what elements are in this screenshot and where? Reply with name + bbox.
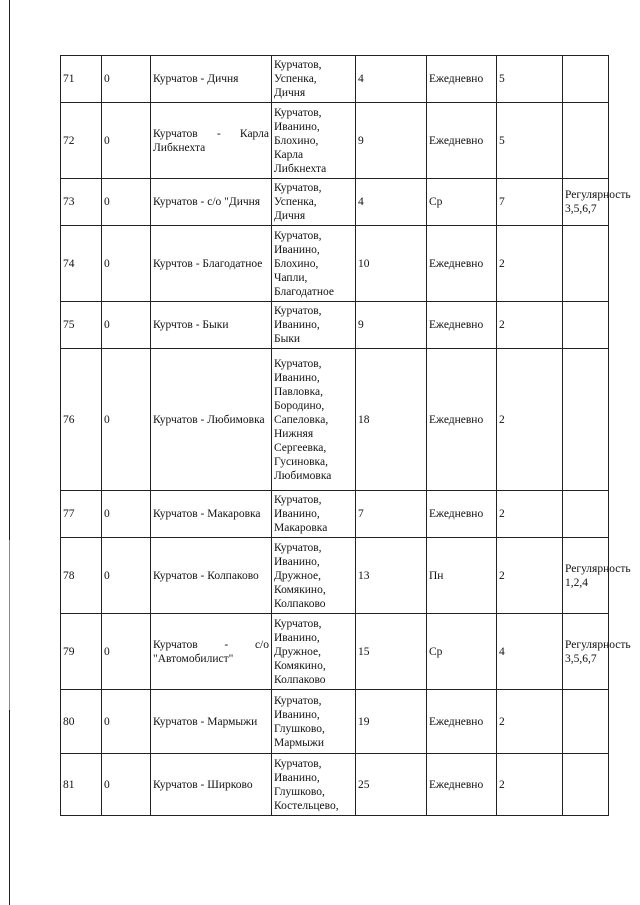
- route-note-cell: Регулярность 3,5,6,7: [563, 179, 609, 226]
- stop-name: Успенка,: [274, 73, 317, 85]
- stop-name: Либкнехта: [274, 162, 327, 175]
- stop-name: Курчатов,: [274, 357, 322, 370]
- route-stops-cell: [272, 614, 356, 690]
- stop-name: Курчатов,: [274, 757, 322, 770]
- route-trips-cell: 4: [497, 614, 563, 690]
- route-trips-cell: 2: [497, 302, 563, 349]
- table-row: [61, 614, 609, 690]
- route-note-cell: [563, 226, 609, 302]
- stop-name: Иванино,: [274, 631, 320, 644]
- table-row: [61, 754, 609, 816]
- route-note-cell: [563, 754, 609, 816]
- route-name-cell: Курчтов - Благодатное: [151, 226, 272, 302]
- route-code-cell: 0: [102, 103, 151, 179]
- table-row: [61, 56, 609, 103]
- route-distance-cell: 7: [356, 491, 427, 538]
- stop-name: Иванино,: [274, 771, 320, 784]
- route-trips-cell: 5: [497, 56, 563, 103]
- stop-name: Курчатов,: [274, 305, 322, 317]
- stop-name: Дружное,: [274, 645, 322, 658]
- stop-name: Курчатов,: [274, 59, 322, 71]
- route-note-cell: Регулярность 1,2,4: [563, 538, 609, 614]
- page-margin-line: [9, 0, 10, 905]
- route-trips-cell: 2: [497, 491, 563, 538]
- stop-name: Дичня: [274, 87, 306, 99]
- stop-name: Макаровка: [274, 522, 328, 534]
- route-number-cell: 73: [61, 179, 102, 226]
- route-code-cell: 0: [102, 538, 151, 614]
- route-note-cell: [563, 103, 609, 179]
- stop-name: Быки: [274, 333, 301, 345]
- stop-name: Карла: [274, 148, 304, 161]
- stop-name: Комякино,: [274, 659, 326, 672]
- route-stops-cell: [272, 302, 356, 349]
- route-code-cell: 0: [102, 226, 151, 302]
- stop-name: Мармыжи: [274, 736, 325, 749]
- route-code-cell: 0: [102, 690, 151, 754]
- table-row: [61, 302, 609, 349]
- stop-name: Иванино,: [274, 371, 320, 384]
- route-distance-cell: 13: [356, 538, 427, 614]
- table-row: [61, 538, 609, 614]
- route-days-cell: Ежедневно: [427, 491, 497, 538]
- route-stops-cell: [272, 538, 356, 614]
- route-name-cell: Курчатов - с/о "Дичня: [151, 179, 272, 226]
- route-number-cell: 77: [61, 491, 102, 538]
- stop-name: Иванино,: [274, 708, 320, 721]
- stop-name: Костельцево,: [274, 799, 339, 812]
- route-days-cell: Ежедневно: [427, 754, 497, 816]
- route-code-cell: 0: [102, 754, 151, 816]
- route-trips-cell: 2: [497, 754, 563, 816]
- route-number-cell: 75: [61, 302, 102, 349]
- route-days-cell: Ежедневно: [427, 690, 497, 754]
- route-trips-cell: 2: [497, 538, 563, 614]
- stop-name: Комякино,: [274, 583, 326, 596]
- table-row: [61, 491, 609, 538]
- route-note-cell: [563, 491, 609, 538]
- route-distance-cell: 19: [356, 690, 427, 754]
- stop-name: Курчатов,: [274, 494, 322, 506]
- table-row: [61, 103, 609, 179]
- table-row: [61, 690, 609, 754]
- stop-name: Иванино,: [274, 319, 320, 331]
- route-distance-cell: 18: [356, 349, 427, 491]
- route-distance-cell: 4: [356, 179, 427, 226]
- table-row: [61, 179, 609, 226]
- stop-name: Иванино,: [274, 555, 320, 568]
- route-trips-cell: 2: [497, 690, 563, 754]
- stop-name: Гусиновка,: [274, 455, 328, 468]
- stop-name: Колпаково: [274, 673, 326, 686]
- route-note-cell: [563, 56, 609, 103]
- route-stops-cell: [272, 491, 356, 538]
- route-code-cell: 0: [102, 56, 151, 103]
- route-number-cell: 79: [61, 614, 102, 690]
- page-margin-line-secondary: [9, 540, 10, 710]
- route-distance-cell: 15: [356, 614, 427, 690]
- route-stops-cell: [272, 754, 356, 816]
- stop-name: Любимовка: [274, 469, 332, 482]
- route-name-cell: Курчатов - Любимовка: [151, 349, 272, 491]
- route-trips-cell: 7: [497, 179, 563, 226]
- route-distance-cell: 10: [356, 226, 427, 302]
- route-stops-cell: [272, 349, 356, 491]
- route-stops-cell: [272, 56, 356, 103]
- stop-name: Колпаково: [274, 597, 326, 610]
- stop-name: Иванино,: [274, 243, 320, 256]
- route-number-cell: 81: [61, 754, 102, 816]
- route-trips-cell: 2: [497, 226, 563, 302]
- route-stops-cell: [272, 690, 356, 754]
- route-distance-cell: 9: [356, 103, 427, 179]
- route-number-cell: 76: [61, 349, 102, 491]
- route-stops-cell: [272, 226, 356, 302]
- route-days-cell: Ежедневно: [427, 349, 497, 491]
- stop-name: Курчатов,: [274, 694, 322, 707]
- table-row: [61, 226, 609, 302]
- route-name-cell: Курчатов - Ширково: [151, 754, 272, 816]
- route-note-cell: [563, 349, 609, 491]
- route-note-cell: [563, 690, 609, 754]
- route-days-cell: Ежедневно: [427, 56, 497, 103]
- route-code-cell: 0: [102, 179, 151, 226]
- route-name-cell: Курчатов - Дичня: [151, 56, 272, 103]
- route-number-cell: 74: [61, 226, 102, 302]
- route-name-cell: Курчатов - с/о "Автомобилист": [151, 614, 272, 690]
- stop-name: Сергеевка,: [274, 441, 327, 454]
- route-number-cell: 78: [61, 538, 102, 614]
- stop-name: Блохино,: [274, 257, 319, 270]
- route-code-cell: 0: [102, 349, 151, 491]
- route-number-cell: 71: [61, 56, 102, 103]
- route-distance-cell: 25: [356, 754, 427, 816]
- stop-name: Дружное,: [274, 569, 322, 582]
- route-distance-cell: 4: [356, 56, 427, 103]
- stop-name: Сапеловка,: [274, 413, 329, 426]
- stop-name: Курчатов,: [274, 541, 322, 554]
- stop-name: Курчатов,: [274, 182, 322, 194]
- stop-name: Курчатов,: [274, 229, 322, 242]
- route-code-cell: 0: [102, 302, 151, 349]
- route-days-cell: Ежедневно: [427, 226, 497, 302]
- stop-name: Блохино,: [274, 134, 319, 147]
- route-name-cell: Курчатов - Макаровка: [151, 491, 272, 538]
- route-code-cell: 0: [102, 491, 151, 538]
- route-stops-cell: [272, 179, 356, 226]
- route-trips-cell: 5: [497, 103, 563, 179]
- route-days-cell: Ежедневно: [427, 302, 497, 349]
- route-name-cell: Курчтов - Быки: [151, 302, 272, 349]
- stop-name: Павловка,: [274, 385, 323, 398]
- route-number-cell: 80: [61, 690, 102, 754]
- route-days-cell: Ежедневно: [427, 103, 497, 179]
- stop-name: Курчатов,: [274, 617, 322, 630]
- stop-name: Чапли,: [274, 271, 308, 284]
- stop-name: Успенка,: [274, 196, 317, 208]
- route-trips-cell: 2: [497, 349, 563, 491]
- routes-table: [60, 55, 631, 816]
- route-name-cell: Курчатов - Колпаково: [151, 538, 272, 614]
- route-number-cell: 72: [61, 103, 102, 179]
- route-stops-cell: [272, 103, 356, 179]
- stop-name: Глушково,: [274, 785, 325, 798]
- stop-name: Курчатов,: [274, 106, 322, 119]
- stop-name: Благодатное: [274, 285, 334, 298]
- stop-name: Глушково,: [274, 722, 325, 735]
- stop-name: Иванино,: [274, 120, 320, 133]
- route-name-cell: Курчатов - Карла Либкнехта: [151, 103, 272, 179]
- route-note-cell: Регулярность 3,5,6,7: [563, 614, 609, 690]
- route-code-cell: 0: [102, 614, 151, 690]
- route-days-cell: Ср: [427, 179, 497, 226]
- stop-name: Дичня: [274, 210, 306, 222]
- route-distance-cell: 9: [356, 302, 427, 349]
- table-row: [61, 349, 609, 491]
- route-note-cell: [563, 302, 609, 349]
- route-days-cell: Ср: [427, 614, 497, 690]
- route-days-cell: Пн: [427, 538, 497, 614]
- route-name-cell: Курчатов - Мармыжи: [151, 690, 272, 754]
- routes-table-body: [61, 56, 631, 816]
- stop-name: Нижняя: [274, 427, 314, 440]
- stop-name: Иванино,: [274, 508, 320, 520]
- stop-name: Бородино,: [274, 399, 325, 412]
